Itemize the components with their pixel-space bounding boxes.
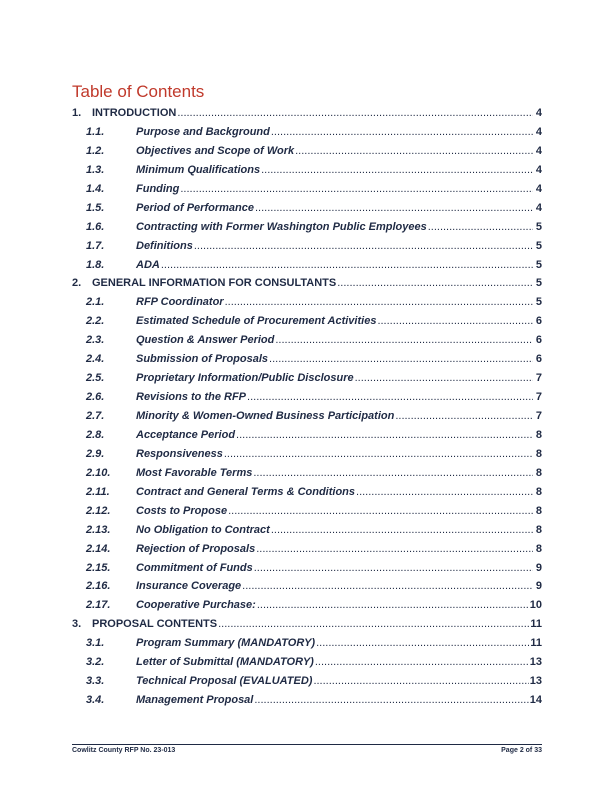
toc-entry-number: 2.9. (86, 447, 105, 460)
toc-dot-leader (271, 521, 533, 540)
toc-entry[interactable] (72, 104, 542, 123)
toc-entry-number: 2.2. (86, 315, 105, 328)
toc-dot-leader (316, 634, 529, 653)
toc-entry-number: 2.16. (86, 580, 111, 593)
toc-entry-number: 2.3. (86, 334, 105, 347)
toc-dot-leader (295, 142, 533, 161)
toc-entry-page: 4 (535, 107, 542, 119)
toc-entry-number: 1. (72, 107, 82, 119)
toc-entry-page: 8 (535, 523, 542, 536)
toc-entry-page: 4 (535, 163, 542, 176)
toc-entry-page: 11 (530, 618, 542, 631)
toc-entry-number: 3.1. (86, 637, 105, 650)
toc-entry-title: Program Summary (MANDATORY) (136, 637, 316, 650)
toc-dot-leader (313, 672, 528, 691)
toc-entry-number: 2.7. (86, 410, 105, 422)
toc-entry-page: 7 (535, 391, 542, 404)
toc-entry[interactable] (72, 199, 542, 218)
toc-entry[interactable] (72, 426, 542, 445)
toc-entry-page: 4 (535, 201, 542, 214)
toc-entry-page: 8 (535, 504, 542, 517)
toc-entry[interactable] (72, 540, 542, 559)
toc-entry-title: Acceptance Period (136, 428, 236, 441)
toc-entry-title: PROPOSAL CONTENTS (92, 618, 218, 631)
toc-entry[interactable] (72, 256, 542, 275)
toc-entry[interactable] (72, 123, 542, 142)
toc-entry-page: 8 (535, 485, 542, 498)
toc-entry[interactable] (72, 369, 542, 388)
toc-entry-page: 13 (529, 656, 542, 669)
toc-entry-page: 4 (535, 144, 542, 157)
toc-entry-title: Funding (136, 182, 180, 195)
toc-entry-number: 1.7. (86, 239, 105, 252)
toc-dot-leader (254, 691, 528, 710)
toc-entry[interactable] (72, 274, 542, 293)
toc-entry-page: 6 (535, 353, 542, 366)
toc-entry[interactable] (72, 464, 542, 483)
toc-entry-title: ADA (136, 258, 160, 271)
toc-entry[interactable] (72, 483, 542, 502)
toc-entry-title: RFP Coordinator (136, 296, 224, 309)
toc-entry-title: Responsiveness (136, 447, 223, 460)
toc-entry-page: 5 (535, 277, 542, 290)
toc-entry-number: 2.17. (86, 599, 111, 612)
toc-entry-title: Technical Proposal (EVALUATED) (136, 675, 313, 688)
toc-entry-page: 8 (535, 466, 542, 479)
table-of-contents (72, 104, 542, 710)
toc-entry-title: Definitions (136, 239, 193, 252)
toc-entry[interactable] (72, 596, 542, 615)
toc-entry-number: 1.6. (86, 220, 105, 233)
toc-dot-leader (315, 653, 529, 672)
toc-entry-title: Contract and General Terms & Conditions (136, 485, 356, 498)
toc-entry-title: Costs to Propose (136, 504, 228, 517)
toc-entry-title: Period of Performance (136, 201, 254, 214)
toc-entry-number: 2.14. (86, 542, 111, 555)
toc-entry-page: 9 (535, 580, 542, 593)
toc-entry[interactable] (72, 634, 542, 653)
toc-entry-title: Objectives and Scope of Work (136, 144, 295, 157)
toc-entry-number: 3.2. (86, 656, 105, 669)
toc-entry-title: Letter of Submittal (MANDATORY) (136, 656, 314, 669)
toc-entry-page: 7 (535, 372, 542, 385)
toc-entry-page: 7 (535, 410, 542, 422)
toc-entry[interactable] (72, 445, 542, 464)
toc-entry[interactable] (72, 180, 542, 199)
toc-dot-leader (224, 445, 533, 464)
toc-dot-leader (194, 237, 533, 256)
toc-dot-leader (242, 577, 533, 596)
toc-entry-number: 1.4. (86, 182, 105, 195)
toc-entry-number: 1.3. (86, 163, 105, 176)
toc-entry-title: Minimum Qualifications (136, 163, 261, 176)
toc-entry-page: 10 (529, 599, 542, 612)
toc-entry-number: 2.15. (86, 561, 111, 574)
toc-entry-page: 5 (535, 258, 542, 271)
toc-dot-leader (337, 274, 533, 293)
toc-entry[interactable] (72, 407, 542, 426)
toc-entry-number: 1.1. (86, 125, 105, 138)
toc-entry-page: 8 (535, 447, 542, 460)
toc-entry-number: 2.1. (86, 296, 105, 309)
toc-entry[interactable] (72, 218, 542, 237)
toc-entry-title: Insurance Coverage (136, 580, 242, 593)
toc-entry-title: Purpose and Background (136, 125, 270, 138)
toc-entry-page: 4 (535, 182, 542, 195)
toc-entry[interactable] (72, 521, 542, 540)
toc-entry-page: 13 (529, 675, 542, 688)
toc-entry-page: 5 (535, 296, 542, 309)
toc-dot-leader (253, 464, 533, 483)
toc-entry-number: 2.8. (86, 428, 105, 441)
toc-dot-leader (254, 559, 533, 578)
toc-dot-leader (269, 350, 533, 369)
toc-entry-number: 1.8. (86, 258, 105, 271)
toc-entry-title: Proprietary Information/Public Disclosure (136, 372, 354, 385)
toc-entry-number: 1.5. (86, 201, 105, 214)
toc-entry-title: No Obligation to Contract (136, 523, 270, 536)
toc-entry[interactable] (72, 691, 542, 710)
toc-entry-title: Revisions to the RFP (136, 391, 247, 404)
toc-dot-leader (355, 369, 533, 388)
toc-entry[interactable] (72, 502, 542, 521)
toc-dot-leader (218, 615, 529, 634)
toc-entry-number: 1.2. (86, 144, 105, 157)
toc-dot-leader (275, 331, 533, 350)
toc-dot-leader (261, 161, 533, 180)
toc-entry-page: 6 (535, 334, 542, 347)
toc-dot-leader (377, 312, 533, 331)
toc-entry-title: GENERAL INFORMATION FOR CONSULTANTS (92, 277, 337, 290)
toc-entry[interactable] (72, 293, 542, 312)
toc-dot-leader (255, 199, 533, 218)
toc-entry-title: Submission of Proposals (136, 353, 269, 366)
toc-entry-page: 9 (535, 561, 542, 574)
toc-entry-title: Rejection of Proposals (136, 542, 256, 555)
toc-entry[interactable] (72, 312, 542, 331)
toc-entry-title: Cooperative Purchase: (136, 599, 256, 612)
toc-dot-leader (228, 502, 533, 521)
toc-entry-page: 4 (535, 125, 542, 138)
toc-entry-number: 2.5. (86, 372, 105, 385)
toc-entry-title: Estimated Schedule of Procurement Activities (136, 315, 377, 328)
toc-entry-number: 3.4. (86, 694, 105, 707)
toc-entry-title: Minority & Women-Owned Business Participation (136, 410, 395, 422)
toc-dot-leader (271, 123, 533, 142)
toc-entry-number: 2.6. (86, 391, 105, 404)
toc-entry[interactable] (72, 615, 542, 634)
toc-dot-leader (161, 256, 533, 275)
toc-entry-number: 3.3. (86, 675, 105, 688)
toc-entry[interactable] (72, 388, 542, 407)
toc-entry-number: 3. (72, 618, 82, 631)
toc-entry-page: 14 (529, 694, 542, 707)
toc-entry-title: Commitment of Funds (136, 561, 253, 574)
toc-entry-number: 2.10. (86, 466, 111, 479)
toc-entry[interactable] (72, 331, 542, 350)
toc-entry[interactable] (72, 237, 542, 256)
toc-entry-number: 2.4. (86, 353, 105, 366)
toc-entry-title: Question & Answer Period (136, 334, 275, 347)
toc-entry-page: 8 (535, 542, 542, 555)
page-title: Table of Contents (72, 82, 205, 101)
toc-entry-title: Management Proposal (136, 694, 254, 707)
toc-entry-page: 11 (530, 637, 542, 650)
toc-entry-title: Most Favorable Terms (136, 466, 253, 479)
toc-entry-page: 5 (535, 220, 542, 233)
toc-entry-page: 8 (535, 428, 542, 441)
toc-entry-number: 2. (72, 277, 82, 290)
toc-entry[interactable] (72, 559, 542, 578)
toc-entry[interactable] (72, 142, 542, 161)
toc-entry[interactable] (72, 161, 542, 180)
toc-entry[interactable] (72, 653, 542, 672)
toc-dot-leader (257, 596, 529, 615)
toc-dot-leader (236, 426, 533, 445)
toc-entry[interactable] (72, 672, 542, 691)
toc-dot-leader (356, 483, 533, 502)
toc-dot-leader (180, 180, 533, 199)
toc-entry-number: 2.13. (86, 523, 111, 536)
toc-entry-page: 5 (535, 239, 542, 252)
toc-dot-leader (395, 407, 533, 426)
footer-document-id: Cowlitz County RFP No. 23-013 (72, 747, 176, 754)
toc-dot-leader (177, 104, 533, 123)
footer-divider (72, 744, 542, 745)
toc-dot-leader (256, 540, 533, 559)
toc-entry-number: 2.11. (86, 485, 110, 498)
footer-page-number: Page 2 of 33 (501, 747, 542, 754)
toc-dot-leader (428, 218, 533, 237)
toc-entry[interactable] (72, 577, 542, 596)
toc-dot-leader (247, 388, 533, 407)
toc-dot-leader (225, 293, 533, 312)
toc-entry-title: Contracting with Former Washington Public Employees (136, 220, 427, 233)
toc-entry-number: 2.12. (86, 504, 111, 517)
toc-entry[interactable] (72, 350, 542, 369)
toc-entry-title: INTRODUCTION (92, 107, 177, 119)
toc-entry-page: 6 (535, 315, 542, 328)
